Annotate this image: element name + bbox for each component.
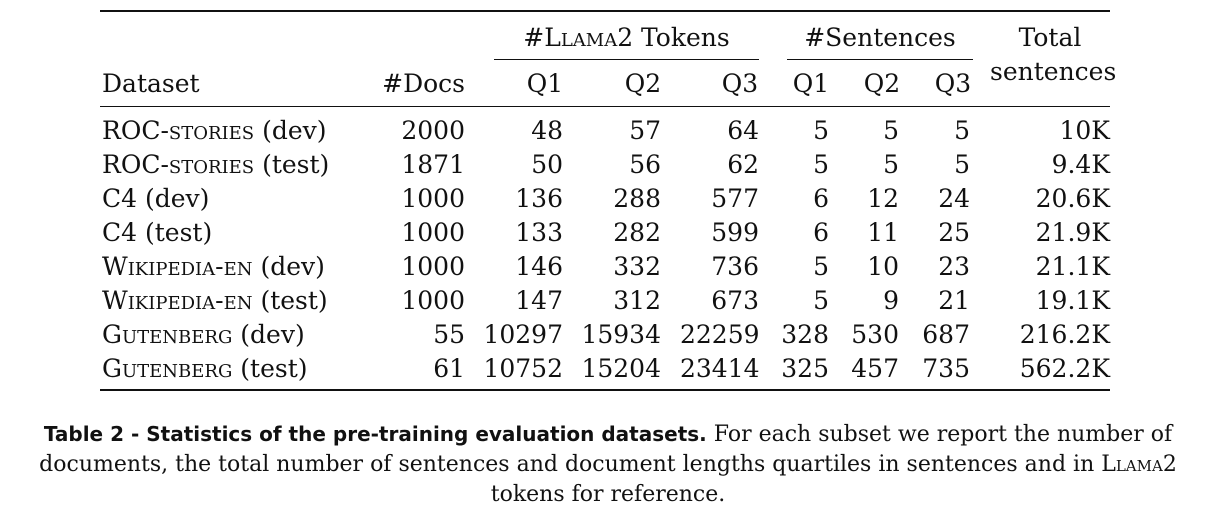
sentences-q3-cell: 5 bbox=[954, 150, 970, 179]
tokens-q2-cell: 56 bbox=[629, 150, 661, 179]
caption-title: Statistics of the pre-training evaluation datasets. bbox=[146, 422, 707, 446]
dataset-name-cell: Wikipedia-en (dev) bbox=[102, 252, 325, 281]
sentences-q2-cell: 5 bbox=[883, 116, 899, 145]
tokens-q3-cell: 64 bbox=[727, 116, 759, 145]
sentences-q2-cell: 530 bbox=[851, 320, 899, 349]
tokens-q1-cell: 147 bbox=[515, 286, 563, 315]
tokens-q1-cell: 48 bbox=[531, 116, 563, 145]
docs-cell: 55 bbox=[433, 320, 465, 349]
docs-cell: 1000 bbox=[401, 252, 465, 281]
sentences-q3-cell: 21 bbox=[938, 286, 970, 315]
sentences-q1-cell: 5 bbox=[813, 116, 829, 145]
top-rule bbox=[100, 10, 1110, 12]
dataset-name-cell: C4 (dev) bbox=[102, 184, 210, 213]
tokens-group-header: #Llama2 Tokens bbox=[523, 23, 730, 52]
dataset-name-cell: ROC-stories (test) bbox=[102, 150, 330, 179]
sentences-q3-cell: 24 bbox=[938, 184, 970, 213]
tokens-q2-cell: 57 bbox=[629, 116, 661, 145]
table-caption: Table 2 - Statistics of the pre-training evaluation datasets. For each subset we report the number of documents, the total number of sentences and document lengths quartiles in sentences and in Llama2 tokens for reference. bbox=[39, 422, 1177, 507]
sentences-q2-cell: 11 bbox=[867, 218, 899, 247]
sentences-q2-cell: 457 bbox=[851, 354, 899, 383]
sentences-q1-header: Q1 bbox=[792, 69, 830, 98]
docs-cell: 1000 bbox=[401, 218, 465, 247]
total-sentences-cell: 9.4K bbox=[1051, 150, 1110, 179]
tokens-q3-cell: 736 bbox=[711, 252, 759, 281]
tokens-q2-cell: 282 bbox=[613, 218, 661, 247]
tokens-q1-cell: 146 bbox=[515, 252, 563, 281]
sentences-q2-cell: 5 bbox=[883, 150, 899, 179]
docs-cell: 1000 bbox=[401, 286, 465, 315]
tokens-q2-cell: 15934 bbox=[581, 320, 661, 349]
tokens-group-rule bbox=[494, 59, 759, 60]
sentences-q3-cell: 687 bbox=[922, 320, 970, 349]
dataset-name-cell: ROC-stories (dev) bbox=[102, 116, 327, 145]
total-sentences-cell: 21.9K bbox=[1035, 218, 1110, 247]
dataset-column-header: Dataset bbox=[102, 69, 200, 98]
sentences-q1-cell: 328 bbox=[781, 320, 829, 349]
sentences-q3-cell: 25 bbox=[938, 218, 970, 247]
tokens-q1-header: Q1 bbox=[526, 69, 564, 98]
sentences-q2-cell: 9 bbox=[883, 286, 899, 315]
dataset-name-cell: C4 (test) bbox=[102, 218, 213, 247]
sentences-group-rule bbox=[787, 59, 973, 60]
sentences-q3-cell: 735 bbox=[922, 354, 970, 383]
tokens-q3-cell: 22259 bbox=[680, 320, 760, 349]
docs-cell: 1000 bbox=[401, 184, 465, 213]
tokens-q1-cell: 50 bbox=[531, 150, 563, 179]
header-rule bbox=[100, 106, 1110, 107]
tokens-q1-cell: 10752 bbox=[483, 354, 563, 383]
sentences-q1-cell: 5 bbox=[813, 252, 829, 281]
tokens-q3-cell: 577 bbox=[711, 184, 759, 213]
sentences-q1-cell: 6 bbox=[813, 184, 829, 213]
total-sentences-cell: 216.2K bbox=[1019, 320, 1110, 349]
tokens-q2-cell: 288 bbox=[613, 184, 661, 213]
tokens-q3-cell: 673 bbox=[711, 286, 759, 315]
docs-cell: 1871 bbox=[401, 150, 465, 179]
total-sentences-cell: 19.1K bbox=[1035, 286, 1110, 315]
docs-column-header: #Docs bbox=[382, 69, 465, 98]
tokens-q1-cell: 136 bbox=[515, 184, 563, 213]
sentences-group-header: #Sentences bbox=[804, 23, 956, 52]
tokens-q2-cell: 312 bbox=[613, 286, 661, 315]
total-header-line1: Total bbox=[1018, 23, 1082, 52]
sentences-q2-header: Q2 bbox=[863, 69, 901, 98]
sentences-q2-cell: 10 bbox=[867, 252, 899, 281]
sentences-q1-cell: 325 bbox=[781, 354, 829, 383]
total-sentences-cell: 21.1K bbox=[1035, 252, 1110, 281]
total-sentences-cell: 20.6K bbox=[1035, 184, 1110, 213]
dataset-name-cell: Wikipedia-en (test) bbox=[102, 286, 328, 315]
sentences-q1-cell: 5 bbox=[813, 286, 829, 315]
sentences-q1-cell: 5 bbox=[813, 150, 829, 179]
sentences-q3-header: Q3 bbox=[934, 69, 972, 98]
bottom-rule bbox=[100, 389, 1110, 391]
tokens-q3-header: Q3 bbox=[721, 69, 759, 98]
total-sentences-cell: 562.2K bbox=[1019, 354, 1110, 383]
tokens-q1-cell: 133 bbox=[515, 218, 563, 247]
sentences-q1-cell: 6 bbox=[813, 218, 829, 247]
tokens-q2-cell: 15204 bbox=[581, 354, 661, 383]
tokens-q2-cell: 332 bbox=[613, 252, 661, 281]
tokens-q3-cell: 23414 bbox=[680, 354, 760, 383]
docs-cell: 61 bbox=[433, 354, 465, 383]
dataset-name-cell: Gutenberg (dev) bbox=[102, 320, 305, 349]
tokens-q3-cell: 599 bbox=[711, 218, 759, 247]
dataset-name-cell: Gutenberg (test) bbox=[102, 354, 308, 383]
sentences-q2-cell: 12 bbox=[867, 184, 899, 213]
sentences-q3-cell: 23 bbox=[938, 252, 970, 281]
docs-cell: 2000 bbox=[401, 116, 465, 145]
tokens-q1-cell: 10297 bbox=[483, 320, 563, 349]
caption-label: Table 2 bbox=[43, 422, 124, 446]
total-header-line2: sentences bbox=[990, 57, 1117, 86]
tokens-q3-cell: 62 bbox=[727, 150, 759, 179]
sentences-q3-cell: 5 bbox=[954, 116, 970, 145]
total-sentences-cell: 10K bbox=[1059, 116, 1110, 145]
tokens-q2-header: Q2 bbox=[624, 69, 662, 98]
